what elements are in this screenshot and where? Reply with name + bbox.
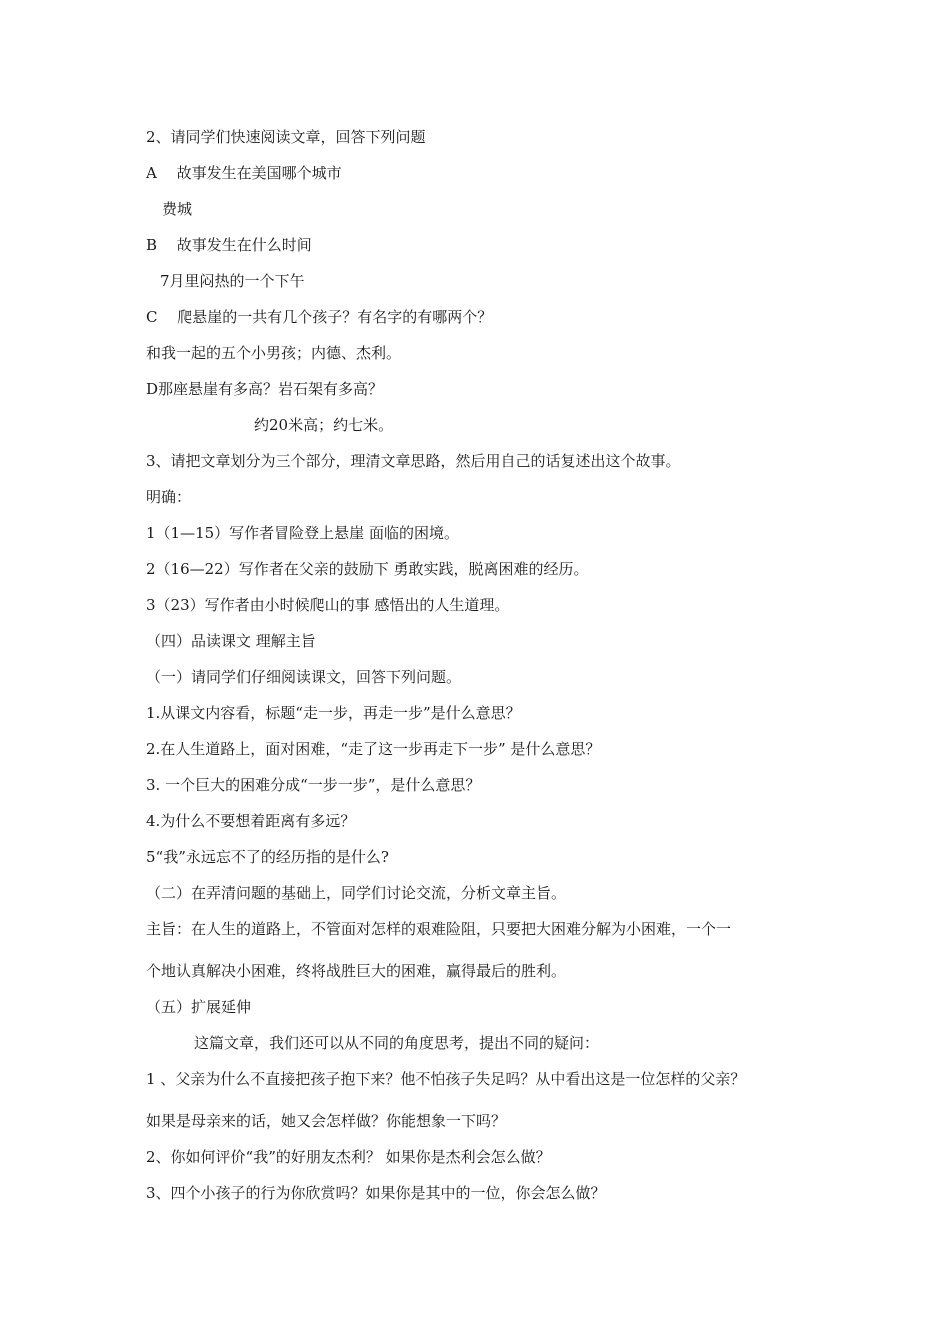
text-line: 2、你如何评价“我”的好朋友杰利？ 如果你是杰利会怎么做？ [146,1148,551,1166]
text-line: 3、四个小孩子的行为你欣赏吗？如果你是其中的一位，你会怎么做？ [146,1184,606,1202]
text-line: 如果是母亲来的话，她又会怎样做？你能想象一下吗？ [146,1112,507,1130]
text-line: 这篇文章，我们还可以从不同的角度思考，提出不同的疑问： [194,1034,600,1052]
text-line: 2、请同学们快速阅读文章，回答下列问题 [146,128,426,146]
section-heading: （五）扩展延伸 [146,998,252,1016]
section-heading: （四）品读课文 理解主旨 [146,632,316,650]
text-line: 3. 一个巨大的困难分成“一步一步”，是什么意思？ [146,776,481,794]
text-line: D那座悬崖有多高？岩石架有多高？ [146,380,384,398]
text-line: 1（1—15）写作者冒险登上悬崖 面临的困境。 [146,524,459,542]
text-line: 1.从课文内容看，标题“走一步，再走一步”是什么意思？ [146,704,521,722]
text-line: 和我一起的五个小男孩；内德、杰利。 [146,344,402,362]
text-line: 1 、父亲为什么不直接把孩子抱下来？他不怕孩子失足吗？从中看出这是一位怎样的父亲？ [146,1070,746,1088]
text-line: （二）在弄清问题的基础上，同学们讨论交流，分析文章主旨。 [146,884,567,902]
text-line: 个地认真解决小困难，终将战胜巨大的困难，赢得最后的胜利。 [146,962,567,980]
text-line: 约20米高；约七米。 [254,416,394,434]
text-line: （一）请同学们仔细阅读课文，回答下列问题。 [146,668,462,686]
text-line: 3、请把文章划分为三个部分，理清文章思路，然后用自己的话复述出这个故事。 [146,452,681,470]
text-line: 2（16—22）写作者在父亲的鼓励下 勇敢实践，脱离困难的经历。 [146,560,589,578]
text-line: 3（23）写作者由小时候爬山的事 感悟出的人生道理。 [146,596,510,614]
text-line: 主旨：在人生的道路上，不管面对怎样的艰难险阻，只要把大困难分解为小困难，一个一 [146,920,732,938]
text-line: B 故事发生在什么时间 [146,236,312,254]
text-line: 明确： [146,488,192,506]
text-line: 2.在人生道路上，面对困难，“走了这一步再走下一步” 是什么意思？ [146,740,601,758]
text-line: 费城 [162,200,193,218]
text-line: 4.为什么不要想着距离有多远？ [146,812,356,830]
text-line: 7月里闷热的一个下午 [160,272,305,290]
text-line: C 爬悬崖的一共有几个孩子？有名字的有哪两个？ [146,308,493,326]
text-line: A 故事发生在美国哪个城市 [146,164,342,182]
text-line: 5“我”永远忘不了的经历指的是什么? [146,848,389,866]
